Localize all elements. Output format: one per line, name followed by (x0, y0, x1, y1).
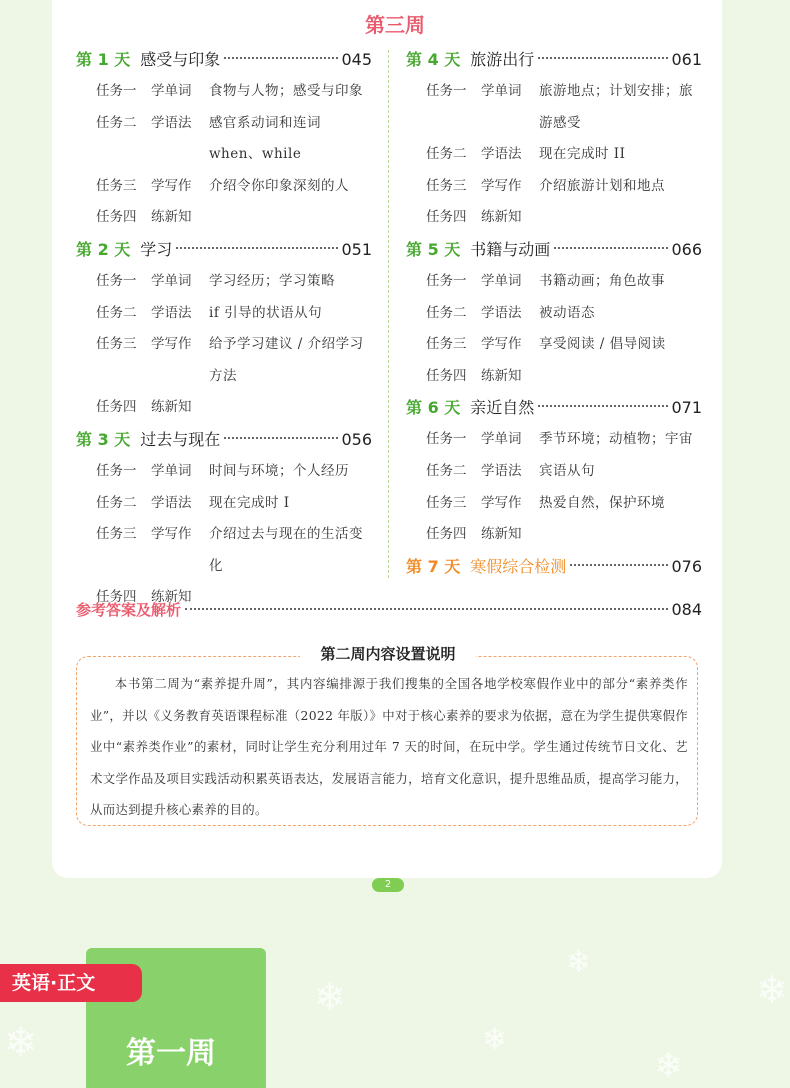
next-week-title: 第一周 (126, 1036, 216, 1071)
task-item (76, 392, 372, 424)
task-description: 旅游地点；计划安排；旅游感受 (539, 83, 693, 131)
page-number-ref: 071 (671, 398, 702, 418)
toc-day-entry[interactable] (76, 424, 372, 456)
task-type: 学单词 (151, 462, 192, 479)
task-type: 学语法 (151, 304, 192, 321)
task-item (406, 519, 702, 551)
toc-day-entry[interactable] (406, 392, 702, 424)
task-type: 学语法 (151, 114, 192, 131)
page-number: 2 (372, 878, 404, 892)
task-type: 学写作 (151, 177, 192, 194)
note-title (300, 640, 476, 668)
page-number-ref: 056 (341, 429, 372, 449)
day-number: 第 6 天 (406, 398, 461, 418)
task-label: 任务二 (96, 114, 137, 131)
note-title-text: 第二周内容设置说明 (320, 645, 456, 663)
task-item (406, 329, 702, 361)
task-label: 任务一 (426, 272, 467, 289)
task-description (209, 392, 372, 424)
toc-day-entry[interactable] (406, 551, 702, 583)
task-type: 练新知 (151, 589, 192, 606)
page-number-ref: 045 (341, 50, 372, 69)
page-number-ref: 076 (671, 556, 702, 576)
task-type: 练新知 (481, 526, 522, 543)
task-description: if 引导的状语从句 (209, 304, 323, 321)
task-item (406, 202, 702, 234)
task-description: 宾语从句 (539, 462, 595, 479)
task-description (539, 361, 702, 393)
day-title: 寒假综合检测 (470, 556, 567, 576)
task-item (76, 76, 372, 108)
task-label: 任务四 (426, 209, 467, 226)
leader-dots (538, 405, 668, 407)
snowflake-icon: ❄ (566, 945, 592, 980)
task-type: 练新知 (481, 367, 522, 384)
task-item (406, 298, 702, 330)
snowflake-icon: ❄ (654, 1046, 683, 1086)
day-title: 学习 (140, 239, 173, 259)
leader-dots (224, 437, 338, 439)
task-label: 任务三 (96, 336, 137, 353)
task-item (76, 266, 372, 298)
answers-label: 参考答案及解析 (76, 601, 182, 619)
toc-day-entry[interactable] (406, 234, 702, 266)
task-label: 任务四 (96, 209, 137, 226)
task-description: 书籍动画；角色故事 (539, 272, 665, 289)
task-type: 学语法 (481, 304, 522, 321)
task-label: 任务三 (426, 177, 467, 194)
task-description: 食物与人物；感受与印象 (209, 83, 363, 99)
snowflake-icon: ❄ (756, 968, 788, 1012)
task-type: 练新知 (481, 209, 522, 226)
task-type: 学写作 (481, 177, 522, 194)
task-type: 学写作 (151, 336, 192, 353)
note-body: 本书第二周为“素养提升周”，其内容编排源于我们搜集的全国各地学校寒假作业中的部分“素养类作业”，并以《义务教育英语课程标准（2022 年版）》中对于核心素养的要求为依据，意在为学生提供寒假作业中“素养类作业”的素材，同时让学生充分利用过年 7 天的时间，在玩中学。学生通过传统节日文化、艺术文学作品及项目实践活动积累英语表达，发展语言能力，培育文化意识，提升思维品质，提高学习能力，从而达到提升核心素养的目的。 (90, 676, 688, 817)
page-number-ref: 061 (671, 50, 702, 69)
leader-dots (554, 247, 668, 249)
task-type: 学单词 (481, 83, 522, 99)
subject-tag: 英语·正文 (0, 964, 142, 1002)
task-item (76, 108, 372, 171)
task-type: 学写作 (151, 526, 192, 543)
task-item (406, 361, 702, 393)
task-label: 任务二 (426, 304, 467, 321)
snowflake-icon: ❄ (482, 1022, 508, 1057)
right-column (406, 44, 702, 583)
task-description: 感官系动词和连词 when、while (209, 114, 321, 163)
task-item (76, 519, 372, 582)
task-label: 任务三 (426, 494, 467, 511)
task-type: 学单词 (151, 83, 192, 99)
day-title: 旅游出行 (470, 50, 535, 69)
day-number: 第 7 天 (406, 556, 461, 576)
task-description (539, 202, 702, 234)
task-label: 任务四 (426, 526, 467, 543)
task-item (406, 488, 702, 520)
task-label: 任务二 (96, 494, 137, 511)
task-label: 任务二 (96, 304, 137, 321)
task-item (76, 329, 372, 392)
task-label: 任务一 (96, 462, 137, 479)
task-description: 时间与环境；个人经历 (209, 462, 349, 479)
task-label: 任务二 (426, 146, 467, 163)
task-item (406, 171, 702, 203)
task-label: 任务二 (426, 462, 467, 479)
task-description (539, 519, 702, 551)
task-type: 练新知 (151, 209, 192, 226)
column-divider (388, 50, 389, 578)
task-item (76, 202, 372, 234)
task-type: 学单词 (481, 272, 522, 289)
leader-dots (224, 57, 338, 59)
task-label: 任务一 (426, 431, 467, 448)
answers-page: 084 (671, 600, 702, 619)
task-description: 现在完成时 II (539, 146, 626, 163)
task-item (76, 488, 372, 520)
day-number: 第 3 天 (76, 429, 131, 449)
task-item (406, 76, 702, 139)
task-description: 介绍旅游计划和地点 (539, 177, 665, 194)
day-number: 第 4 天 (406, 50, 461, 69)
task-label: 任务三 (96, 526, 137, 543)
task-label: 任务一 (426, 83, 467, 99)
task-item (406, 424, 702, 456)
task-item (76, 171, 372, 203)
task-description: 被动语态 (539, 304, 595, 321)
leader-dots (185, 608, 668, 610)
task-label: 任务四 (96, 589, 137, 606)
toc-day-entry[interactable] (76, 44, 372, 76)
leader-dots (538, 57, 668, 59)
task-type: 学语法 (151, 494, 192, 511)
task-label: 任务三 (426, 336, 467, 353)
snowflake-icon: ❄ (314, 975, 346, 1019)
leader-dots (570, 564, 668, 566)
toc-day-entry[interactable] (406, 44, 702, 76)
day-title: 感受与印象 (140, 50, 221, 69)
task-type: 学语法 (481, 462, 522, 479)
task-item (406, 266, 702, 298)
day-number: 第 1 天 (76, 50, 131, 69)
task-description: 给予学习建议 / 介绍学习方法 (209, 336, 364, 384)
task-item (76, 456, 372, 488)
day-title: 过去与现在 (140, 429, 221, 449)
task-type: 学单词 (151, 272, 192, 289)
task-description: 季节环境；动植物；宇宙 (539, 431, 693, 448)
task-type: 学单词 (481, 431, 522, 448)
task-type: 学写作 (481, 494, 522, 511)
task-description: 学习经历；学习策略 (209, 272, 335, 289)
leader-dots (176, 247, 338, 249)
task-type: 练新知 (151, 399, 192, 416)
task-label: 任务四 (426, 367, 467, 384)
toc-day-entry[interactable] (76, 234, 372, 266)
left-column (76, 44, 372, 614)
task-type: 学语法 (481, 146, 522, 163)
page-number-ref: 051 (341, 239, 372, 259)
task-description: 现在完成时 I (209, 494, 290, 511)
task-description: 享受阅读 / 倡导阅读 (539, 336, 666, 353)
day-number: 第 2 天 (76, 239, 131, 259)
answers-entry[interactable] (76, 596, 702, 624)
task-description (209, 202, 372, 234)
task-description: 介绍过去与现在的生活变化 (209, 526, 363, 574)
week-title: 第三周 (365, 13, 425, 37)
day-title: 书籍与动画 (470, 239, 551, 259)
task-description: 热爱自然，保护环境 (539, 494, 665, 511)
task-description: 介绍令你印象深刻的人 (209, 177, 349, 194)
task-label: 任务四 (96, 399, 137, 416)
day-title: 亲近自然 (470, 398, 535, 418)
task-type: 学写作 (481, 336, 522, 353)
task-label: 任务一 (96, 83, 137, 99)
page-number-ref: 066 (671, 239, 702, 259)
task-item (406, 456, 702, 488)
task-label: 任务三 (96, 177, 137, 194)
day-number: 第 5 天 (406, 239, 461, 259)
task-item (76, 298, 372, 330)
task-label: 任务一 (96, 272, 137, 289)
task-item (406, 139, 702, 171)
snowflake-icon: ❄ (4, 1020, 38, 1066)
